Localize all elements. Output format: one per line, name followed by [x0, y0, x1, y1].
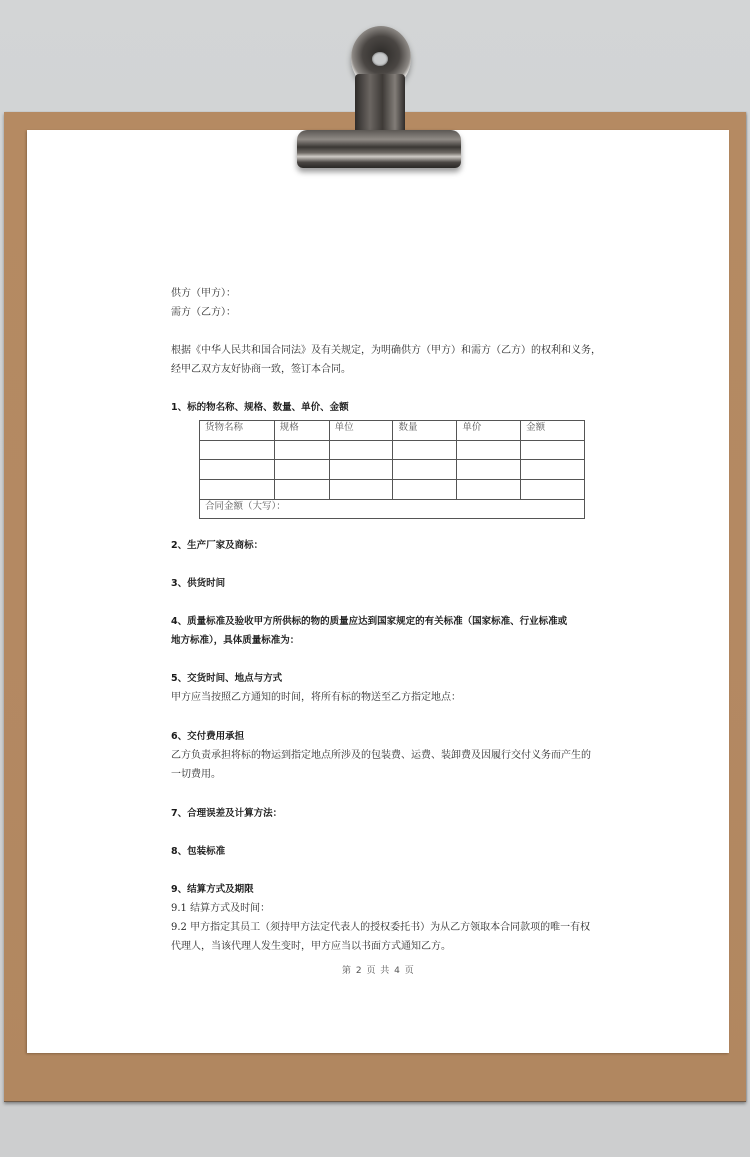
table-row: [200, 440, 585, 460]
section-4-title-line-1: 4、质量标准及验收甲方所供标的物的质量应达到国家规定的有关标准（国家标准、行业标准或: [171, 616, 568, 627]
supplier-label: 供方（甲方）：: [171, 288, 236, 299]
table-cell[interactable]: [393, 460, 457, 480]
table-cell[interactable]: [393, 480, 457, 500]
clip-jaw: [297, 130, 461, 168]
table-header-row: [200, 421, 585, 441]
clip-neck: [355, 74, 405, 136]
table-cell[interactable]: [200, 480, 275, 500]
intro-line-1: 根据《中华人民共和国合同法》及有关规定，为明确供方（甲方）和需方（乙方）的权利和义务，: [171, 345, 601, 356]
binder-clip-icon: [285, 22, 465, 172]
table-cell[interactable]: [521, 440, 585, 460]
header-cell: 数量: [393, 421, 457, 441]
table-cell[interactable]: [457, 440, 521, 460]
section-2-title: 2、生产厂家及商标：: [171, 540, 264, 551]
paper-sheet: [27, 130, 729, 1053]
page-number: 第 2 页 共 4 页: [342, 966, 415, 976]
table-cell[interactable]: [200, 460, 275, 480]
table-row: [200, 460, 585, 480]
buyer-label: 需方（乙方）：: [171, 307, 236, 318]
goods-table: [199, 420, 585, 519]
section-1-title: 1、标的物名称、规格、数量、单价、金额: [171, 402, 349, 413]
section-9-item-1: 9.1 结算方式及时间：: [171, 903, 271, 914]
table-cell[interactable]: [457, 460, 521, 480]
header-cell: 金额: [521, 421, 585, 441]
header-cell: 货物名称: [200, 421, 275, 441]
table-cell[interactable]: [274, 480, 329, 500]
section-4-title-line-2: 地方标准），具体质量标准为：: [171, 635, 300, 646]
section-9-title: 9、结算方式及期限: [171, 884, 254, 895]
table-cell[interactable]: [329, 440, 393, 460]
intro-line-2: 经甲乙双方友好协商一致，签订本合同。: [171, 364, 351, 375]
section-5-title: 5、交货时间、地点与方式: [171, 673, 283, 684]
table-cell[interactable]: [521, 460, 585, 480]
header-cell: 单价: [457, 421, 521, 441]
table-cell[interactable]: [200, 440, 275, 460]
section-6-body-line-1: 乙方负责承担将标的物运到指定地点所涉及的包装费、运费、装卸费及因履行交付义务而产生的: [171, 750, 591, 761]
table-cell[interactable]: [329, 460, 393, 480]
clip-hole: [372, 52, 388, 66]
table-row: [200, 480, 585, 500]
section-8-title: 8、包装标准: [171, 846, 226, 857]
section-6-title: 6、交付费用承担: [171, 731, 245, 742]
table-cell[interactable]: [329, 480, 393, 500]
table-cell[interactable]: [457, 480, 521, 500]
header-cell: 规格: [274, 421, 329, 441]
section-9-item-2-line-1: 9.2 甲方指定其员工（须持甲方法定代表人的授权委托书）为从乙方领取本合同款项的唯一有权: [171, 922, 591, 933]
table-cell[interactable]: [274, 440, 329, 460]
table-cell[interactable]: [274, 460, 329, 480]
section-7-title: 7、合理误差及计算方法：: [171, 808, 283, 819]
table-cell[interactable]: [521, 480, 585, 500]
section-6-body-line-2: 一切费用。: [171, 769, 221, 780]
section-9-item-2-line-2: 代理人，当该代理人发生变时，甲方应当以书面方式通知乙方。: [171, 941, 451, 952]
section-3-title: 3、供货时间: [171, 578, 226, 589]
table-total-row: [200, 499, 585, 518]
section-5-body: 甲方应当按照乙方通知的时间，将所有标的物送至乙方指定地点：: [171, 692, 461, 703]
contract-total-cell[interactable]: 合同金额（大写）：: [200, 499, 585, 518]
table-cell[interactable]: [393, 440, 457, 460]
header-cell: 单位: [329, 421, 393, 441]
